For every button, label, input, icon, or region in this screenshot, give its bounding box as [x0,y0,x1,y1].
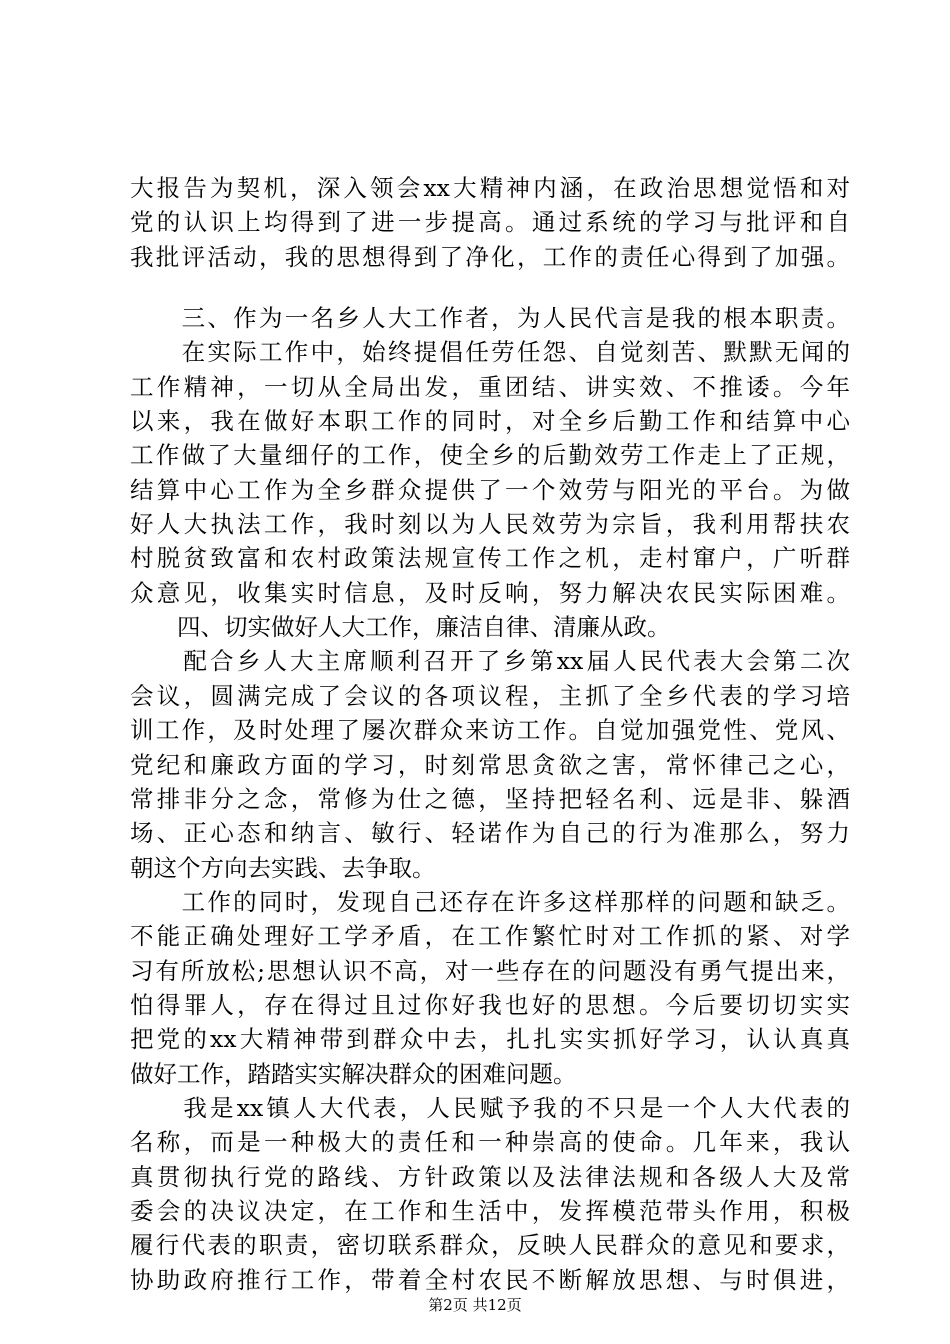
text-line: 村脱贫致富和农村政策法规宣传工作之机，走村窜户，广听群 [130,544,850,573]
text-line: 工作做了大量细仔的工作，使全乡的后勤效劳工作走上了正规， [130,441,850,470]
paragraph-gap [130,274,850,301]
text-line: 习有所放松;思想认识不高，对一些存在的问题没有勇气提出来， [130,956,850,985]
text-line: 怕得罪人，存在得过且过你好我也好的思想。今后要切切实实 [130,990,850,1019]
text-line: 委会的决议决定，在工作和生活中，发挥模范带头作用，积极 [130,1196,850,1225]
text-line: 在实际工作中，始终提倡任劳任怨、自觉刻苦、默默无闻的 [130,338,850,367]
text-line: 党纪和廉政方面的学习，时刻常思贪欲之害，常怀律己之心， [130,750,850,779]
text-line: 工作精神，一切从全局出发，重团结、讲实效、不推诿。今年 [130,372,850,401]
text-line: 众意见，收集实时信息，及时反响，努力解决农民实际困难。 [130,578,850,607]
section-heading-four: 四、切实做好人大工作，廉洁自律、清廉从政。 [130,613,671,642]
paragraph-block-2 [130,301,850,1297]
text-line: 履行代表的职责，密切联系群众，反映人民群众的意见和要求， [130,1231,850,1260]
text-line: 我是xx镇人大代表，人民赋予我的不只是一个人大代表的 [130,1093,850,1122]
text-line: 以来，我在做好本职工作的同时，对全乡后勤工作和结算中心 [130,407,850,436]
text-line: 好人大执法工作，我时刻以为人民效劳为宗旨，我利用帮扶农 [130,510,850,539]
text-line: 我批评活动，我的思想得到了净化，工作的责任心得到了加强。 [130,242,850,271]
paragraph-block-1 [130,171,850,274]
text-line: 真贯彻执行党的路线、方针政策以及法律法规和各级人大及常 [130,1162,850,1191]
text-line: 训工作，及时处理了屡次群众来访工作。自觉加强党性、党风、 [130,716,850,745]
text-line: 协助政府推行工作，带着全村农民不断解放思想、与时俱进， [130,1265,850,1294]
text-line: 把党的xx大精神带到群众中去，扎扎实实抓好学习，认认真真 [130,1025,850,1054]
text-line: 朝这个方向去实践、去争取。 [130,853,436,882]
text-line: 会议，圆满完成了会议的各项议程，主抓了全乡代表的学习培 [130,681,850,710]
text-line: 做好工作，踏踏实实解决群众的困难问题。 [130,1059,577,1088]
text-line: 名称，而是一种极大的责任和一种崇高的使命。几年来，我认 [130,1128,850,1157]
text-line: 常排非分之念，常修为仕之德，坚持把轻名利、远是非、躲酒 [130,784,850,813]
section-heading-three: 三、作为一名乡人大工作者，为人民代言是我的根本职责。 [130,304,850,333]
text-line: 配合乡人大主席顺利召开了乡第xx届人民代表大会第二次 [130,647,850,676]
text-line: 工作的同时，发现自己还存在许多这样那样的问题和缺乏。 [130,887,850,916]
text-line: 场、正心态和纳言、敏行、轻诺作为自己的行为准那么，努力 [130,819,850,848]
document-body [130,171,850,1297]
page-number-footer: 第2页 共12页 [428,1296,522,1314]
text-line: 大报告为契机，深入领会xx大精神内涵，在政治思想觉悟和对 [130,174,850,202]
text-line: 结算中心工作为全乡群众提供了一个效劳与阳光的平台。为做 [130,475,850,504]
text-line: 不能正确处理好工学矛盾，在工作繁忙时对工作抓的紧、对学 [130,922,850,951]
text-line: 党的认识上均得到了进一步提高。通过系统的学习与批评和自 [130,208,850,237]
